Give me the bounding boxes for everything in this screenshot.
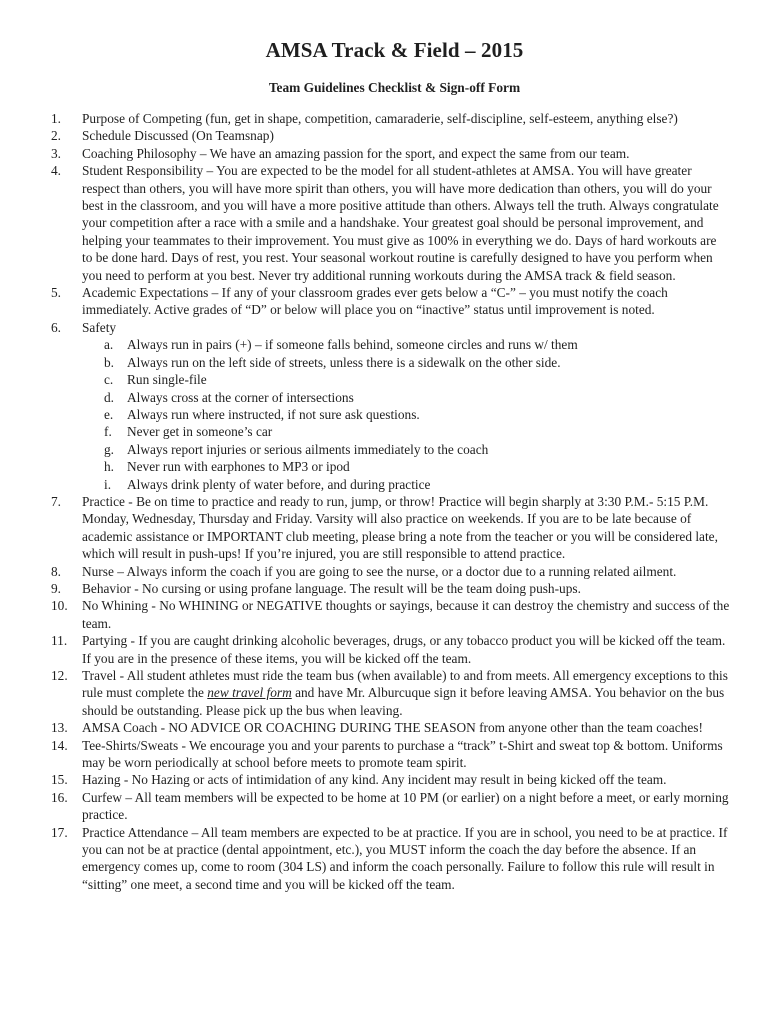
sub-item-text: Always run in pairs (+) – if someone falls behind, someone circles and runs w/ them: [127, 337, 578, 353]
sub-item-text: Always run where instructed, if not sure ask questions.: [127, 406, 420, 422]
list-item: [51, 789, 730, 824]
list-item-safety: [51, 319, 730, 493]
item-text-before: Travel - All student athletes must ride the team bus (when available) to and from meets. All emergency exceptions to this rule must complete the: [82, 668, 728, 701]
list-item: [51, 597, 730, 632]
sub-item-letter: e.: [104, 406, 114, 422]
item-number: 14.: [51, 737, 68, 753]
item-number: 10.: [51, 598, 68, 614]
new-travel-form-link[interactable]: new travel form: [207, 685, 292, 701]
item-text: Behavior - No cursing or using profane language. The result will be the team doing push-ups.: [82, 580, 581, 596]
sub-item-letter: a.: [104, 337, 114, 353]
item-number: 7.: [51, 493, 62, 509]
list-item: [51, 667, 730, 719]
sub-list-item: [82, 441, 730, 458]
sub-list-item: [82, 476, 730, 493]
sub-item-text: Run single-file: [127, 372, 207, 388]
guidelines-list: [51, 110, 730, 893]
item-number: 12.: [51, 668, 68, 683]
sub-list-item: [82, 354, 730, 371]
item-number: 3.: [51, 145, 62, 161]
item-number: 6.: [51, 319, 62, 335]
item-number: 4.: [51, 163, 62, 179]
list-item: [51, 771, 730, 788]
sub-list-item: [82, 458, 730, 475]
item-number: 1.: [51, 111, 62, 126]
sub-list-item: [82, 336, 730, 353]
item-text: AMSA Coach - NO ADVICE OR COACHING DURING THE SEASON from anyone other than the team coaches!: [82, 720, 703, 736]
item-number: 8.: [51, 563, 62, 579]
list-item: [51, 162, 730, 284]
sub-item-letter: i.: [104, 476, 112, 492]
item-number: 5.: [51, 285, 62, 301]
sub-item-text: Always cross at the corner of intersections: [127, 389, 354, 405]
sub-item-text: Never get in someone’s car: [127, 424, 273, 440]
sub-item-letter: h.: [104, 459, 115, 475]
sub-item-letter: c.: [104, 372, 114, 388]
item-text: Tee-Shirts/Sweats - We encourage you and your parents to purchase a “track” t-Shirt and sweat top & bottom. Uniforms may be worn periodically at school before meets to promote team spirit.: [82, 737, 723, 771]
item-text: No Whining - No WHINING or NEGATIVE thoughts or sayings, because it can destroy the chemistry and success of the team.: [82, 598, 730, 631]
item-number: 17.: [51, 824, 68, 840]
sub-item-letter: g.: [104, 441, 115, 457]
item-text: Nurse – Always inform the coach if you are going to see the nurse, or a doctor due to a running related ailment.: [82, 563, 677, 579]
page-title: AMSA Track & Field – 2015: [265, 38, 524, 62]
list-item: [51, 632, 730, 667]
sub-list-item: [82, 389, 730, 406]
sub-item-text: Always report injuries or serious ailments immediately to the coach: [127, 441, 489, 457]
sub-item-letter: d.: [104, 389, 115, 405]
list-item: [51, 493, 730, 563]
sub-list-item: [82, 371, 730, 388]
list-item: [51, 824, 730, 894]
item-text: Practice - Be on time to practice and ready to run, jump, or throw! Practice will begin sharply at 3:30 P.M.- 5:15 P.M. Monday, Wednesday, Thursday and Friday. Varsity will also practice on weekends. If you are to be late because of academic assistance or IMPORTANT club meeting, please bring a note from the teacher or you will be considered late, which will result in push-ups! If you’re injured, you are still responsible to attend practice.: [82, 493, 718, 562]
page-subtitle: Team Guidelines Checklist & Sign-off Form: [268, 80, 521, 95]
item-number: 2.: [51, 128, 62, 144]
item-text: Schedule Discussed (On Teamsnap): [82, 128, 274, 144]
sub-list-item: [82, 406, 730, 423]
item-text: Student Responsibility – You are expected to be the model for all student-athletes at AMSA. You will have greater respect than others, you will have more spirit than others, you will have more dedication than others, you will do your best in the classroom, and you will have a more positive attitude than others. Always tell the truth. Always congratulate your competition after a race with a smile and a handshake. Your greatest goal should be personal improvement, and helping your teammates to their improvement. You must give as 100% in everything we do. Days of hard workouts are to be done hard. Days of rest, you rest. Your seasonal workout routine is carefully designed to have you perform when you need to perform at you best. Never try additional running workouts during the AMSA track & field season.: [82, 163, 719, 283]
item-text: Partying - If you are caught drinking alcoholic beverages, drugs, or any tobacco product you will be kicked off the team. If you are in the presence of these items, you will be kicked off the team.: [82, 633, 726, 666]
safety-sublist: [82, 336, 730, 493]
sub-item-text: Always drink plenty of water before, and during practice: [127, 476, 431, 492]
sub-item-letter: f.: [104, 424, 112, 440]
list-item: [51, 145, 730, 162]
list-item: [51, 580, 730, 597]
item-number: 15.: [51, 772, 68, 788]
item-text: Curfew – All team members will be expected to be home at 10 PM (or earlier) on a night before a meet, or early morning practice.: [82, 789, 729, 823]
list-item: [51, 719, 730, 736]
list-item: [51, 563, 730, 580]
item-text: Hazing - No Hazing or acts of intimidation of any kind. Any incident may result in being kicked off the team.: [82, 772, 667, 788]
list-item: [51, 737, 730, 772]
item-number: 16.: [51, 789, 68, 805]
item-number: 11.: [51, 633, 68, 649]
list-item: [51, 284, 730, 319]
sub-item-text: Always run on the left side of streets, unless there is a sidewalk on the other side.: [127, 354, 561, 370]
item-text: Purpose of Competing (fun, get in shape, competition, camaraderie, self-discipline, self-esteem, anything else?): [82, 111, 678, 126]
item-text: Coaching Philosophy – We have an amazing passion for the sport, and expect the same from our team.: [82, 145, 630, 161]
item-number: 9.: [51, 580, 62, 596]
list-item: [51, 110, 730, 127]
sub-item-letter: b.: [104, 354, 115, 370]
item-text: Safety: [82, 319, 117, 335]
sub-item-text: Never run with earphones to MP3 or ipod: [127, 459, 350, 475]
item-text-after: and have Mr. Alburcuque sign it before leaving AMSA. You behavior on the bus should be outstanding. Please pick up the bus when leaving.: [82, 685, 725, 718]
item-number: 13.: [51, 720, 68, 736]
item-text: Academic Expectations – If any of your classroom grades ever gets below a “C-” – you must notify the coach immediately. Active grades of “D” or below will place you on “inactive” status until improvement is noted.: [82, 285, 668, 318]
list-item: [51, 127, 730, 144]
item-text: Practice Attendance – All team members are expected to be at practice. If you are in school, you need to be at practice. If you can not be at practice (dental appointment, etc.), you MUST inform the coach the day before the absence. If an emergency comes up, come to room (304 LS) and inform the coach personally. Failure to follow this rule will result in “sitting” one meet, a second time and you will be kicked off the team.: [82, 824, 728, 892]
sub-list-item: [82, 423, 730, 440]
